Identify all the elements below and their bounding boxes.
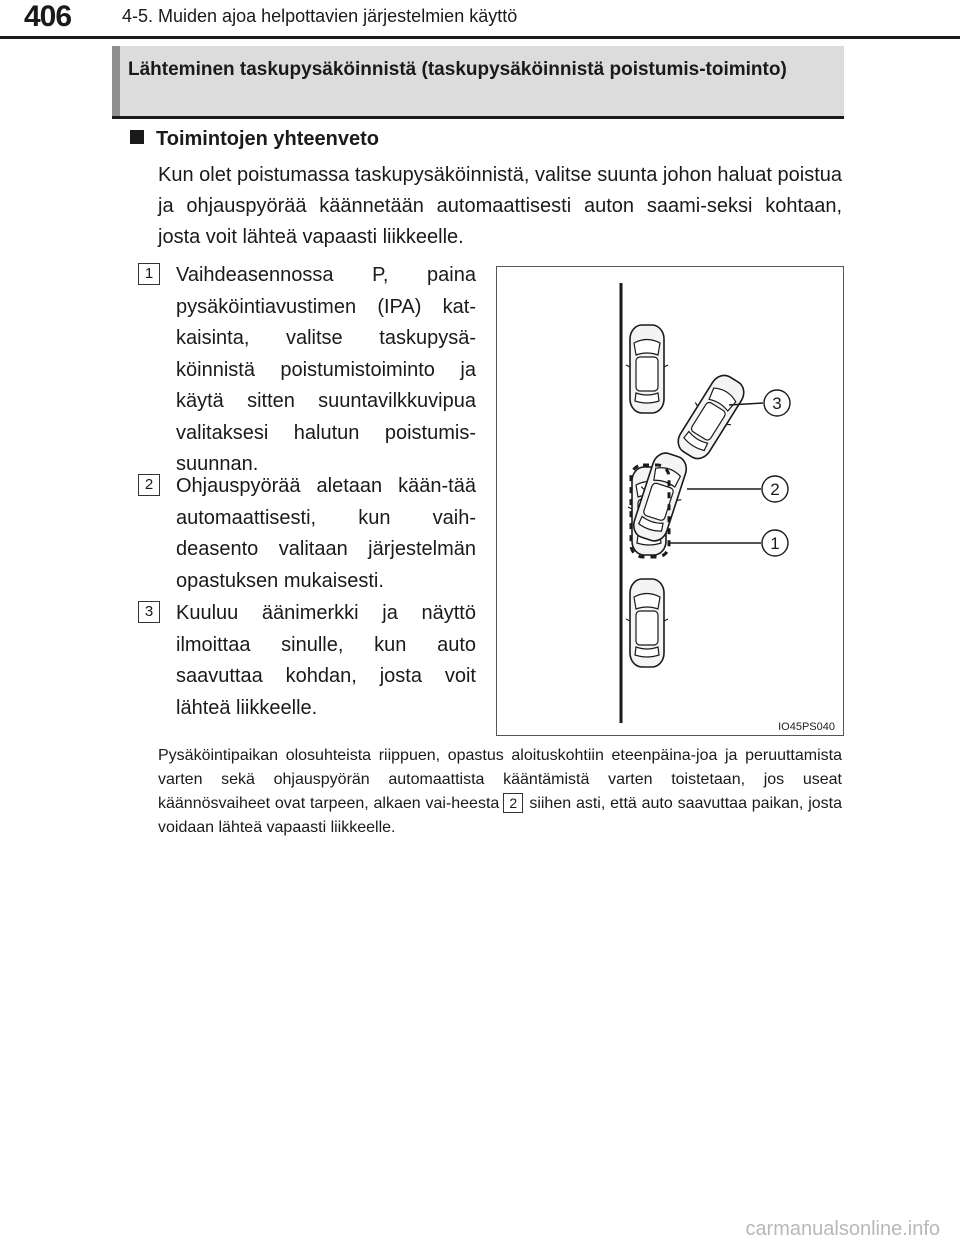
step-number-badge: 1 — [138, 263, 160, 285]
step-number-badge: 2 — [138, 474, 160, 496]
rear-parked-car — [626, 579, 668, 667]
own-car-exit — [670, 369, 752, 466]
callout-label-2: 2 — [770, 480, 780, 499]
watermark: carmanualsonline.info — [745, 1218, 940, 1240]
square-bullet-icon — [130, 130, 144, 144]
page-header — [0, 0, 960, 40]
figure-code: IO45PS040 — [778, 721, 835, 733]
callout-label-3: 3 — [772, 394, 782, 413]
note-text-after: siihen asti, että auto saavuttaa paikan, josta voidaan lähteä vapaasti liikkeelle. — [158, 795, 843, 836]
section-title-box — [112, 46, 844, 119]
note-text-before: Pysäköintipaikan olosuhteista riippuen, opastus aloituskohtiin eteenpäina-joa ja peruuttamista varten sekä ohjauspyörän automaattista kääntämistä varten toistetaan, jos useat käännösvaiheet ovat tarpeen, alkaen vai-heesta — [158, 747, 842, 812]
inline-step-badge: 2 — [503, 793, 523, 813]
front-parked-car — [626, 325, 668, 413]
parking-diagram — [497, 267, 843, 735]
section-box-accent — [112, 46, 120, 116]
parking-exit-figure — [496, 266, 844, 736]
callout-label-1: 1 — [770, 534, 780, 553]
subsection-heading — [130, 128, 379, 151]
step-text: Kuuluu äänimerkki ja näyttö ilmoittaa sinulle, kun auto saavuttaa kohdan, josta voit lähteä liikkeelle. — [176, 602, 476, 719]
header-rule — [0, 36, 960, 39]
step-number-badge: 3 — [138, 601, 160, 623]
subsection-heading-text: Toimintojen yhteenveto — [156, 128, 379, 150]
note-paragraph — [158, 744, 842, 840]
intro-paragraph: Kun olet poistumassa taskupysäköinnistä, valitse suunta johon haluat poistua ja ohjauspyörää käännetään automaattisesti auton saami-seksi kohtaan, josta voit lähteä vapaasti liikkeelle. — [158, 164, 842, 248]
step-text: Vaihdeasennossa P, paina pysäköintiavustimen (IPA) kat-kaisinta, valitse taskupysä-köinnistä poistumistoiminto ja käytä sitten suuntavilkkuvipua valitaksesi halutun poistumis-suunnan. — [176, 264, 476, 475]
page-number: 406 — [24, 0, 72, 33]
section-title: Lähteminen taskupysäköinnistä (taskupysäköinnistä poistumis-toiminto) — [128, 59, 787, 80]
step-text: Ohjauspyörää aletaan kään-tää automaattisesti, kun vaih-deasento valitaan järjestelmän opastuksen mukaisesti. — [176, 475, 476, 592]
chapter-title: 4-5. Muiden ajoa helpottavien järjestelmien käyttö — [122, 6, 518, 26]
